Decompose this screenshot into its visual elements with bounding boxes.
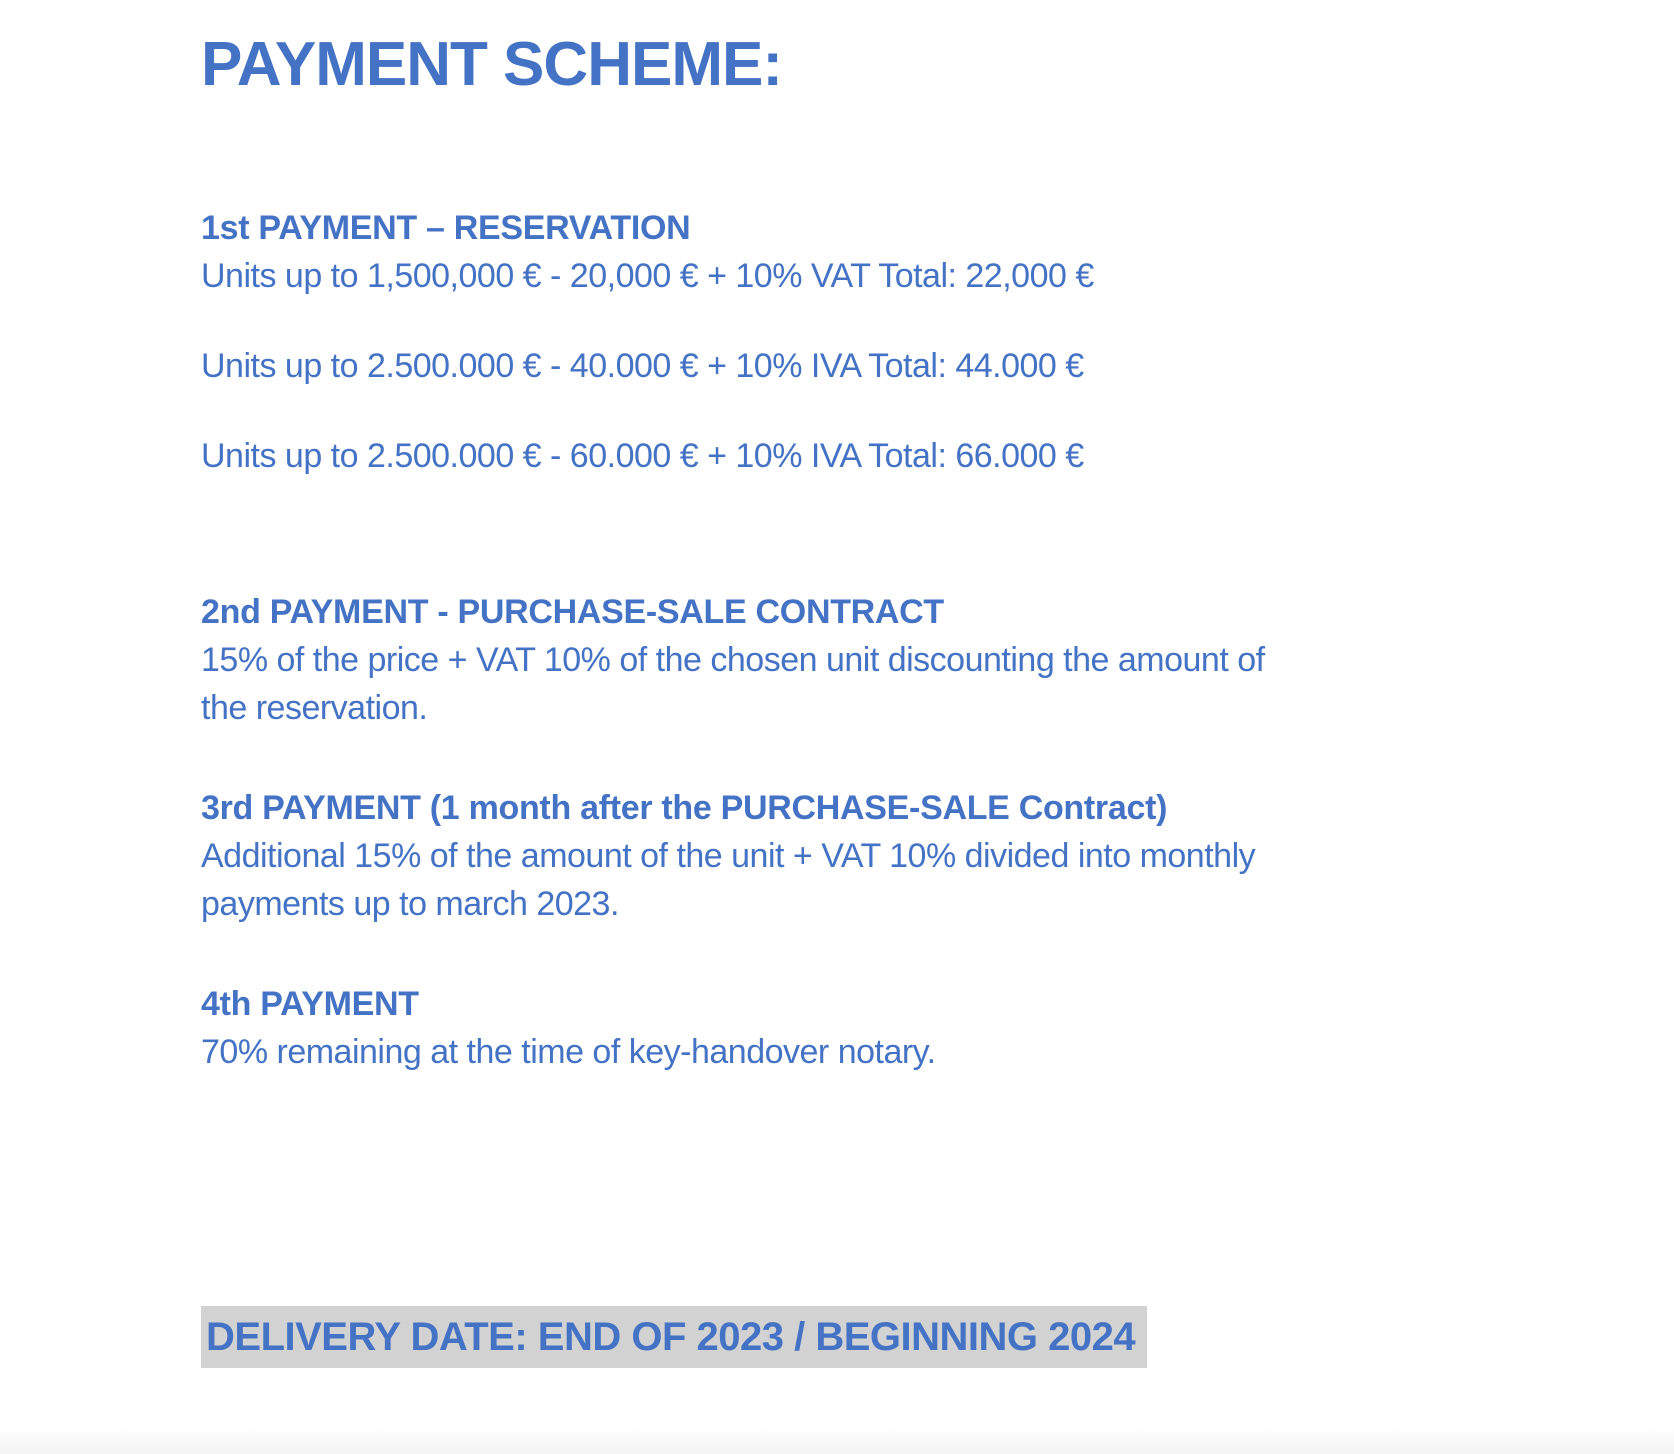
page-bottom-shade [0,1428,1674,1454]
payment-tier-line-2: Units up to 2.500.000 € - 40.000 € + 10% IVA Total: 44.000 € [201,347,1084,385]
delivery-date-text: DELIVERY DATE: END OF 2023 / BEGINNING 2024 [201,1306,1147,1368]
payment-tier-line-1: Units up to 1,500,000 € - 20,000 € + 10% VAT Total: 22,000 € [201,257,1094,295]
section-3rd-payment-text-line-1: Additional 15% of the amount of the unit + VAT 10% divided into monthly [201,837,1256,875]
section-2nd-payment-heading: 2nd PAYMENT - PURCHASE-SALE CONTRACT [201,593,944,631]
section-1st-payment-heading: 1st PAYMENT – RESERVATION [201,209,691,247]
section-4th-payment [201,980,1674,1076]
section-4th-payment-text-line-1: 70% remaining at the time of key-handover notary. [201,1033,936,1071]
payment-tier-line-3: Units up to 2.500.000 € - 60.000 € + 10% IVA Total: 66.000 € [201,437,1084,475]
page-title: PAYMENT SCHEME: [201,30,782,99]
section-2nd-payment-text-line-1: 15% of the price + VAT 10% of the chosen unit discounting the amount of [201,641,1265,679]
section-3rd-payment-text-line-2: payments up to march 2023. [201,885,619,923]
section-2nd-payment [201,588,1674,732]
section-3rd-payment-heading: 3rd PAYMENT (1 month after the PURCHASE-SALE Contract) [201,789,1168,827]
section-2nd-payment-text-line-2: the reservation. [201,689,428,727]
section-1st-payment [201,204,1674,480]
section-4th-payment-heading: 4th PAYMENT [201,985,419,1023]
section-3rd-payment [201,784,1674,928]
delivery-date-banner [201,1306,1674,1368]
